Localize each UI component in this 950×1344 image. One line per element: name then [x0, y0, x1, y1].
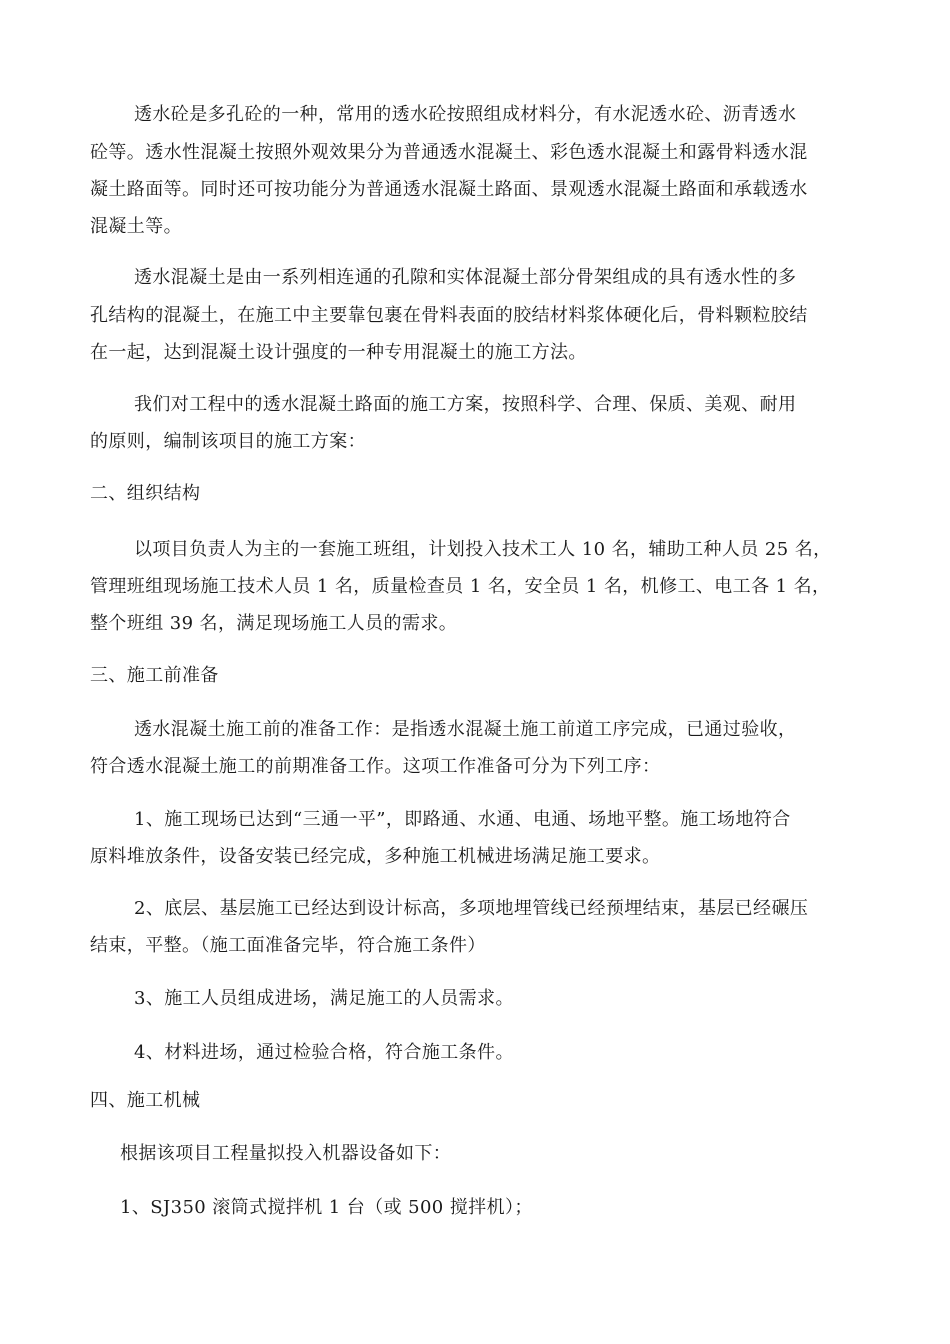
paragraph-4-line-1: 以项目负责人为主的一套施工班组，计划投入技术工人 10 名，辅助工种人员 25 名，	[134, 539, 832, 560]
paragraph-4-line-2: 管理班组现场施工技术人员 1 名，质量检查员 1 名，安全员 1 名，机修工、电工各 1 名，	[90, 576, 831, 597]
list-item-4: 4、材料进场，通过检验合格，符合施工条件。	[134, 1042, 514, 1063]
section-heading-machinery: 四、施工机械	[90, 1090, 201, 1111]
paragraph-3-line-1: 我们对工程中的透水混凝土路面的施工方案，按照科学、合理、保质、美观、耐用	[134, 394, 797, 415]
paragraph-3-line-2: 的原则，编制该项目的施工方案：	[90, 431, 366, 452]
section-heading-preparation: 三、施工前准备	[90, 665, 219, 686]
paragraph-2-line-1: 透水混凝土是由一系列相连通的孔隙和实体混凝土部分骨架组成的具有透水性的多	[134, 267, 797, 288]
list-item-3: 3、施工人员组成进场，满足施工的人员需求。	[134, 988, 514, 1009]
paragraph-5-line-1: 透水混凝土施工前的准备工作：是指透水混凝土施工前道工序完成，已通过验收，	[134, 719, 797, 740]
list-item-1-line-2: 原料堆放条件，设备安装已经完成，多种施工机械进场满足施工要求。	[90, 846, 661, 867]
list-item-2-line-1: 2、底层、基层施工已经达到设计标高，多项地埋管线已经预埋结束，基层已经碾压	[134, 898, 809, 919]
paragraph-1-line-3: 凝土路面等。同时还可按功能分为普通透水混凝土路面、景观透水混凝土路面和承载透水	[90, 179, 808, 200]
paragraph-1-line-2: 砼等。透水性混凝土按照外观效果分为普通透水混凝土、彩色透水混凝土和露骨料透水混	[90, 142, 808, 163]
paragraph-1-line-1: 透水砼是多孔砼的一种，常用的透水砼按照组成材料分，有水泥透水砼、沥青透水	[134, 104, 797, 125]
section-heading-organization: 二、组织结构	[90, 483, 201, 504]
paragraph-6-line-1: 根据该项目工程量拟投入机器设备如下：	[120, 1143, 452, 1164]
paragraph-4-line-3: 整个班组 39 名，满足现场施工人员的需求。	[90, 613, 458, 634]
list-item-2-line-2: 结束，平整。（施工面准备完毕，符合施工条件）	[90, 935, 486, 956]
paragraph-2-line-3: 在一起，达到混凝土设计强度的一种专用混凝土的施工方法。	[90, 342, 587, 363]
paragraph-5-line-2: 符合透水混凝土施工的前期准备工作。这项工作准备可分为下列工序：	[90, 756, 661, 777]
paragraph-2-line-2: 孔结构的混凝土，在施工中主要靠包裹在骨料表面的胶结材料浆体硬化后，骨料颗粒胶结	[90, 305, 808, 326]
list-item-1-line-1: 1、施工现场已达到“三通一平”，即路通、水通、电通、场地平整。施工场地符合	[134, 809, 791, 830]
machinery-item-1: 1、SJ350 滚筒式搅拌机 1 台（或 500 搅拌机）；	[120, 1197, 533, 1218]
paragraph-1-line-4: 混凝土等。	[90, 216, 182, 237]
